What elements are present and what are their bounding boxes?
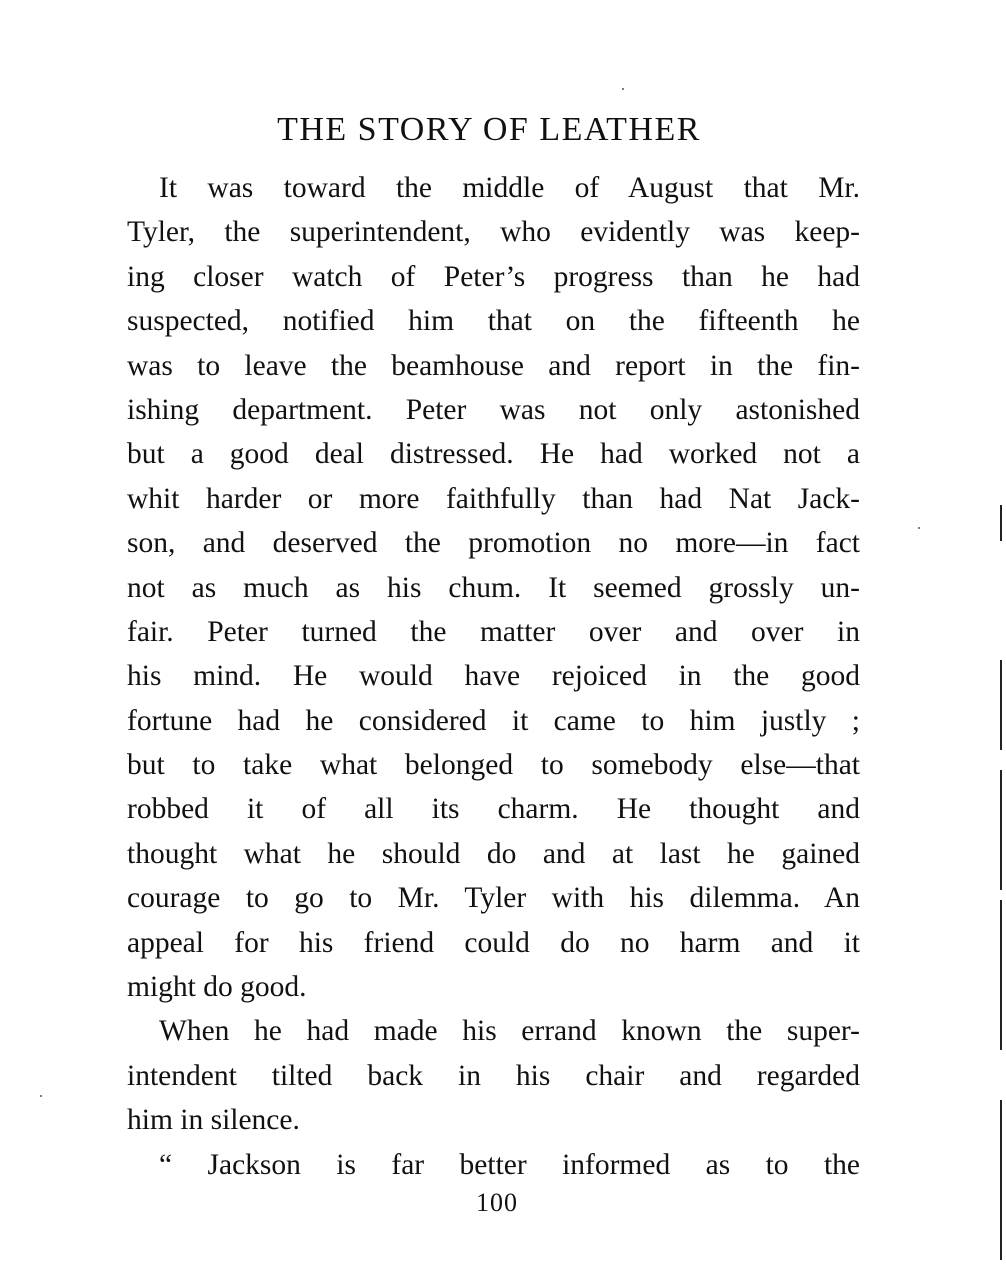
text-line xyxy=(127,1098,860,1142)
line-text: “ Jackson is far better informed as to the xyxy=(159,1148,860,1181)
text-line xyxy=(127,610,860,654)
line-text: was to leave the beamhouse and report in the fin- xyxy=(127,349,860,382)
line-text: ishing department. Peter was not only astonished xyxy=(127,393,860,426)
line-text: ing closer watch of Peter’s progress than he had xyxy=(127,260,860,293)
text-line xyxy=(127,787,860,831)
line-text: but a good deal distressed. He had worked not a xyxy=(127,438,860,471)
scan-speck xyxy=(40,1095,42,1097)
scan-speck xyxy=(622,88,624,90)
text-line xyxy=(127,299,860,343)
scan-edge-mark xyxy=(1000,660,1002,750)
text-line xyxy=(127,344,860,388)
text-line xyxy=(127,965,860,1009)
line-text: his mind. He would have rejoiced in the good xyxy=(127,660,860,693)
line-text: thought what he should do and at last he gained xyxy=(127,837,860,870)
text-line xyxy=(127,743,860,787)
line-text: but to take what belonged to somebody else—that xyxy=(127,749,860,782)
scan-edge-mark xyxy=(1000,1100,1002,1260)
line-text: not as much as his chum. It seemed grossly un- xyxy=(127,571,860,604)
running-head: THE STORY OF LEATHER xyxy=(277,111,701,148)
text-line xyxy=(127,166,860,210)
text-line xyxy=(127,699,860,743)
line-text: fortune had he considered it came to him justly ; xyxy=(127,704,860,737)
text-line xyxy=(127,654,860,698)
text-line xyxy=(127,477,860,521)
text-line xyxy=(127,388,860,432)
scan-edge-mark xyxy=(1000,505,1002,541)
text-line xyxy=(127,1054,860,1098)
line-text: intendent tilted back in his chair and regarded xyxy=(127,1059,860,1092)
text-line xyxy=(127,1143,860,1187)
line-text: Tyler, the superintendent, who evidently was keep- xyxy=(127,216,860,249)
text-line xyxy=(127,566,860,610)
text-line xyxy=(127,832,860,876)
text-line xyxy=(127,1009,860,1053)
line-text: suspected, notified him that on the fifteenth he xyxy=(127,305,860,338)
text-line xyxy=(127,521,860,565)
line-text: courage to go to Mr. Tyler with his dilemma. An xyxy=(127,882,860,915)
text-line xyxy=(127,255,860,299)
text-line xyxy=(127,432,860,476)
body-text xyxy=(127,166,860,1187)
line-text: whit harder or more faithfully than had Nat Jack- xyxy=(127,482,860,515)
line-text: might do good. xyxy=(127,971,307,1004)
scan-edge-mark xyxy=(1000,770,1002,890)
scan-edge-mark xyxy=(1000,900,1002,1050)
line-text: appeal for his friend could do no harm and it xyxy=(127,926,860,959)
line-text: When he had made his errand known the super- xyxy=(159,1015,860,1048)
line-text: robbed it of all its charm. He thought and xyxy=(127,793,860,826)
text-line xyxy=(127,876,860,920)
line-text: son, and deserved the promotion no more—in fact xyxy=(127,527,860,560)
line-text: It was toward the middle of August that Mr. xyxy=(159,172,860,204)
text-line xyxy=(127,921,860,965)
text-line xyxy=(127,210,860,254)
line-text: him in silence. xyxy=(127,1104,300,1137)
scan-speck xyxy=(918,527,920,529)
line-text: fair. Peter turned the matter over and over in xyxy=(127,615,860,648)
page-number: 100 xyxy=(476,1188,518,1217)
